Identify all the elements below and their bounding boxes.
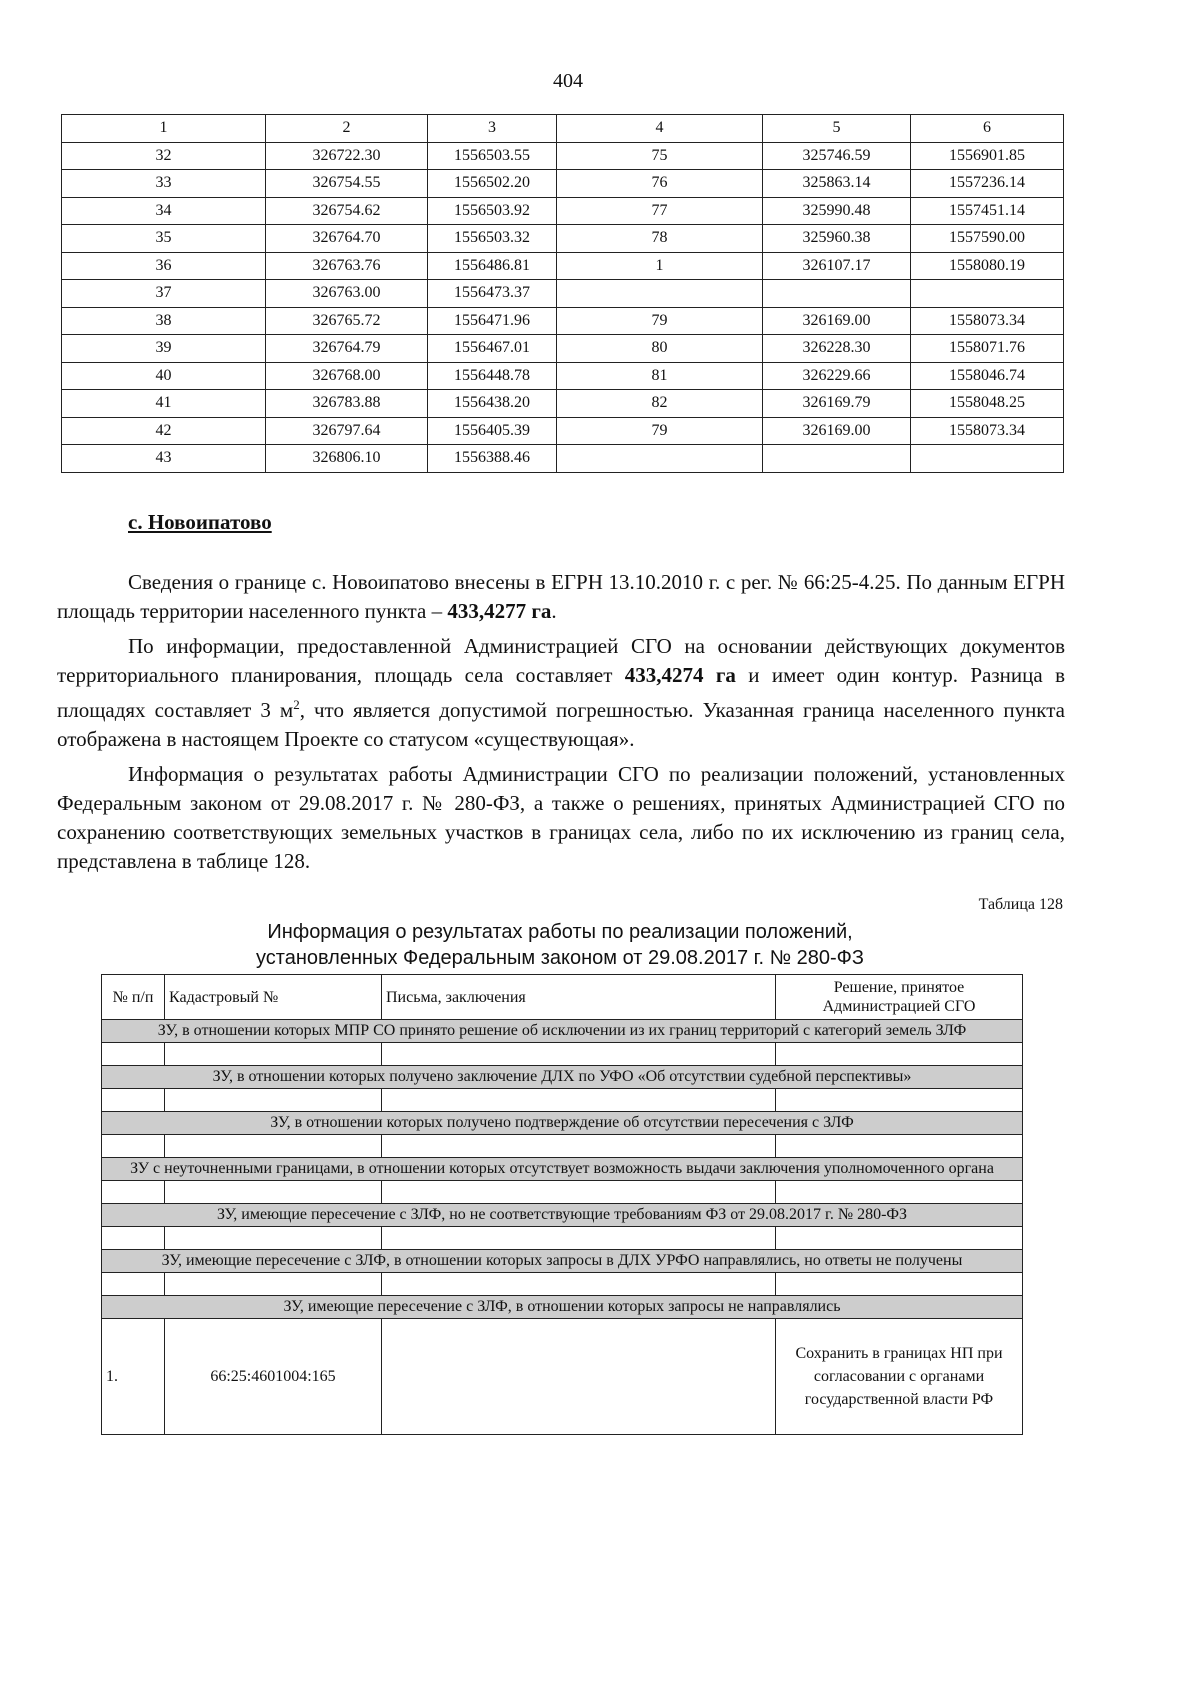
- table-cell: 1556486.81: [428, 252, 557, 280]
- table-cell: 81: [557, 362, 763, 390]
- table-cell: 326765.72: [266, 307, 428, 335]
- table-cell: 326754.62: [266, 197, 428, 225]
- table-row: [62, 252, 1064, 280]
- group-header: ЗУ с неуточненными границами, в отношении которых отсутствует возможность выдачи заключения уполномоченного органа: [102, 1158, 1023, 1181]
- table-cell: 77: [557, 197, 763, 225]
- empty-cell: [776, 1273, 1023, 1296]
- table-cell: 1556503.32: [428, 225, 557, 253]
- table-cell: 5: [763, 115, 911, 143]
- empty-cell: [102, 1135, 165, 1158]
- header-num: № п/п: [102, 975, 165, 1020]
- table-cell: 39: [62, 335, 266, 363]
- empty-cell: [776, 1227, 1023, 1250]
- empty-cell: [382, 1043, 776, 1066]
- table-cell: 1556503.92: [428, 197, 557, 225]
- group-header: ЗУ, в отношении которых получено заключение ДЛХ по УФО «Об отсутствии судебной перспективы»: [102, 1066, 1023, 1089]
- table-cell: 2: [266, 115, 428, 143]
- table-cell: 1556503.55: [428, 142, 557, 170]
- table-cell: [763, 280, 911, 308]
- group-header-row: [102, 1112, 1023, 1135]
- table-cell: 1558048.25: [911, 390, 1064, 418]
- paragraph-3: Информация о результатах работы Администрации СГО по реализации положений, установленных Федеральным законом от 29.08.2017 г. № 280-ФЗ, а также о решениях, принятых Администрацией СГО по сохранению соответствующих земельных участков в границах села, либо по их исключению из границ села, представлена в таблице 128.: [57, 762, 1065, 873]
- table-cell: 43: [62, 445, 266, 473]
- table-cell: 80: [557, 335, 763, 363]
- empty-cell: [382, 1227, 776, 1250]
- table-cell: 1556467.01: [428, 335, 557, 363]
- table-row: [102, 1319, 1023, 1435]
- header-letters: Письма, заключения: [382, 975, 776, 1020]
- paragraph-2: По информации, предоставленной Администрацией СГО на основании действующих документов территориального планирования, площадь села составляет 433,4274 га и имеет один контур. Разница в площадях составляет 3 $м^2$, что является допустимой погрешностью. Указанная граница населенного пункта отображена в настоящем Проекте со статусом «существующая».: [57, 634, 1065, 751]
- empty-row: [102, 1273, 1023, 1296]
- group-header-row: [102, 1158, 1023, 1181]
- empty-row: [102, 1089, 1023, 1112]
- empty-cell: [102, 1089, 165, 1112]
- empty-cell: [165, 1227, 382, 1250]
- table-title: Информация о результатах работы по реализации положений, установленных Федеральным законом от 29.08.2017 г. № 280-ФЗ: [256, 921, 864, 969]
- table-cell: 326169.00: [763, 417, 911, 445]
- paragraph-1: Сведения о границе с. Новоипатово внесены в ЕГРН 13.10.2010 г. с рег. № 66:25-4.25. По данным ЕГРН площадь территории населенного пункта – 433,4277 га.: [57, 570, 1065, 623]
- cell-cadastral: 66:25:4601004:165: [165, 1319, 382, 1435]
- empty-cell: [165, 1043, 382, 1066]
- empty-cell: [382, 1135, 776, 1158]
- table-cell: 1556438.20: [428, 390, 557, 418]
- table-row: [62, 362, 1064, 390]
- header-decision: Решение, принятое Администрацией СГО: [776, 975, 1023, 1020]
- table-cell: 326763.76: [266, 252, 428, 280]
- table-cell: 326722.30: [266, 142, 428, 170]
- table-cell: 325746.59: [763, 142, 911, 170]
- table-cell: 325863.14: [763, 170, 911, 198]
- table-cell: 32: [62, 142, 266, 170]
- table-cell: [557, 280, 763, 308]
- table-cell: 1557236.14: [911, 170, 1064, 198]
- group-header: ЗУ, имеющие пересечение с ЗЛФ, в отношении которых запросы в ДЛХ УРФО направлялись, но ответы не получены: [102, 1250, 1023, 1273]
- table-row: [62, 307, 1064, 335]
- group-header-row: [102, 1066, 1023, 1089]
- table-row: [62, 225, 1064, 253]
- info-table: [101, 974, 1023, 1435]
- table-cell: 326768.00: [266, 362, 428, 390]
- table-cell: 1556448.78: [428, 362, 557, 390]
- table-cell: 76: [557, 170, 763, 198]
- table-cell: 42: [62, 417, 266, 445]
- table-cell: 35: [62, 225, 266, 253]
- table-cell: 325990.48: [763, 197, 911, 225]
- empty-cell: [382, 1089, 776, 1112]
- table-cell: 78: [557, 225, 763, 253]
- group-header-row: [102, 1020, 1023, 1043]
- table-cell: 325960.38: [763, 225, 911, 253]
- table-cell: 82: [557, 390, 763, 418]
- table-cell: 1558071.76: [911, 335, 1064, 363]
- table-cell: 1558073.34: [911, 417, 1064, 445]
- table-cell: 1556901.85: [911, 142, 1064, 170]
- empty-row: [102, 1227, 1023, 1250]
- table-cell: 1558080.19: [911, 252, 1064, 280]
- table-cell: 36: [62, 252, 266, 280]
- coordinates-table: [61, 114, 1064, 473]
- table-cell: 326783.88: [266, 390, 428, 418]
- empty-cell: [165, 1273, 382, 1296]
- empty-cell: [102, 1181, 165, 1204]
- table-cell: 79: [557, 307, 763, 335]
- group-header-row: [102, 1204, 1023, 1227]
- table-cell: 326169.00: [763, 307, 911, 335]
- empty-cell: [776, 1043, 1023, 1066]
- cell-num: 1.: [102, 1319, 165, 1435]
- table-cell: 326229.66: [763, 362, 911, 390]
- table-cell: 34: [62, 197, 266, 225]
- table-cell: 1558046.74: [911, 362, 1064, 390]
- table-cell: 1557590.00: [911, 225, 1064, 253]
- table-cell: 40: [62, 362, 266, 390]
- header-cadastral: Кадастровый №: [165, 975, 382, 1020]
- table-cell: [557, 445, 763, 473]
- table-cell: 326764.79: [266, 335, 428, 363]
- table-row: [62, 335, 1064, 363]
- empty-row: [102, 1135, 1023, 1158]
- table-cell: 326107.17: [763, 252, 911, 280]
- body-text: [57, 568, 1065, 882]
- group-header-row: [102, 1250, 1023, 1273]
- table-label: Таблица 128: [978, 896, 1063, 913]
- empty-cell: [382, 1273, 776, 1296]
- table-cell: 326169.79: [763, 390, 911, 418]
- table-cell: 326806.10: [266, 445, 428, 473]
- table-cell: 326763.00: [266, 280, 428, 308]
- table-row: [62, 280, 1064, 308]
- table-row: [62, 390, 1064, 418]
- table-row: [62, 170, 1064, 198]
- empty-cell: [102, 1227, 165, 1250]
- group-header: ЗУ, имеющие пересечение с ЗЛФ, но не соответствующие требованиям ФЗ от 29.08.2017 г. № 280-ФЗ: [102, 1204, 1023, 1227]
- table-cell: 6: [911, 115, 1064, 143]
- group-header: ЗУ, в отношении которых получено подтверждение об отсутствии пересечения с ЗЛФ: [102, 1112, 1023, 1135]
- table-cell: 79: [557, 417, 763, 445]
- table-cell: 1556471.96: [428, 307, 557, 335]
- table-row: [62, 142, 1064, 170]
- table-cell: 1556473.37: [428, 280, 557, 308]
- empty-cell: [165, 1135, 382, 1158]
- empty-row: [102, 1043, 1023, 1066]
- table-cell: 326797.64: [266, 417, 428, 445]
- cell-decision: Сохранить в границах НП при согласовании с органами государственной власти РФ: [776, 1319, 1023, 1435]
- table-cell: 75: [557, 142, 763, 170]
- table-cell: 1558073.34: [911, 307, 1064, 335]
- empty-cell: [776, 1135, 1023, 1158]
- empty-cell: [165, 1181, 382, 1204]
- table-row: [62, 115, 1064, 143]
- table-cell: 1556405.39: [428, 417, 557, 445]
- group-header: ЗУ, в отношении которых МПР СО принято решение об исключении из их границ территорий с категорий земель ЗЛФ: [102, 1020, 1023, 1043]
- page-number: 404: [553, 70, 583, 92]
- table-cell: 3: [428, 115, 557, 143]
- info-table-header: [102, 975, 1023, 1020]
- empty-cell: [102, 1273, 165, 1296]
- table-cell: 326764.70: [266, 225, 428, 253]
- empty-cell: [776, 1089, 1023, 1112]
- table-cell: 1: [62, 115, 266, 143]
- group-header-row: [102, 1296, 1023, 1319]
- table-cell: 37: [62, 280, 266, 308]
- table-cell: [911, 445, 1064, 473]
- table-cell: 326228.30: [763, 335, 911, 363]
- section-title: с. Новоипатово: [128, 510, 272, 534]
- table-cell: 38: [62, 307, 266, 335]
- table-cell: 1556388.46: [428, 445, 557, 473]
- table-row: [62, 197, 1064, 225]
- table-cell: 41: [62, 390, 266, 418]
- group-header: ЗУ, имеющие пересечение с ЗЛФ, в отношении которых запросы не направлялись: [102, 1296, 1023, 1319]
- table-cell: 1: [557, 252, 763, 280]
- table-cell: [911, 280, 1064, 308]
- empty-cell: [776, 1181, 1023, 1204]
- table-row: [62, 417, 1064, 445]
- empty-row: [102, 1181, 1023, 1204]
- empty-cell: [165, 1089, 382, 1112]
- table-row: [62, 445, 1064, 473]
- empty-cell: [382, 1181, 776, 1204]
- table-cell: 4: [557, 115, 763, 143]
- table-cell: 1556502.20: [428, 170, 557, 198]
- table-cell: 326754.55: [266, 170, 428, 198]
- table-cell: [763, 445, 911, 473]
- empty-cell: [102, 1043, 165, 1066]
- table-cell: 1557451.14: [911, 197, 1064, 225]
- cell-letters: [382, 1319, 776, 1435]
- table-cell: 33: [62, 170, 266, 198]
